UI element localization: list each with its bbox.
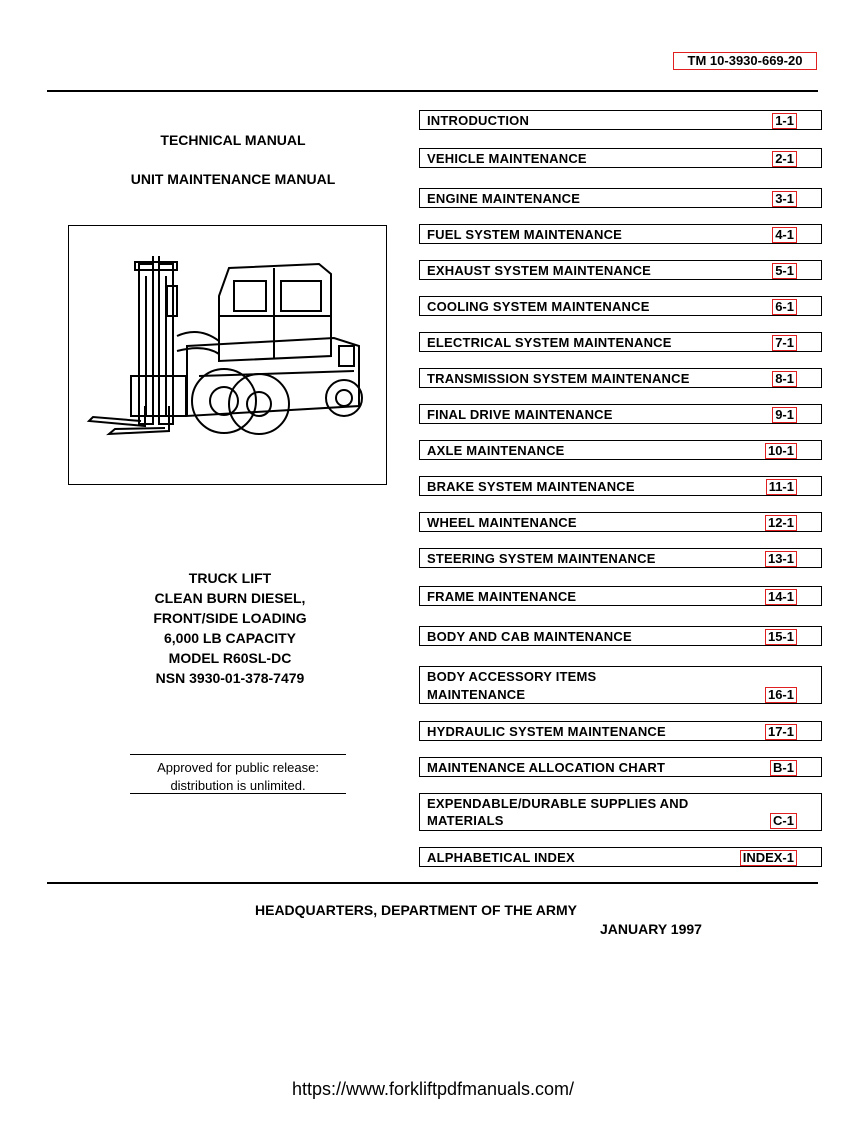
toc-page-link[interactable]: 5-1 — [772, 263, 797, 279]
technical-manual-heading: TECHNICAL MANUAL — [160, 132, 306, 148]
toc-item-label: VEHICLE MAINTENANCE — [427, 151, 587, 166]
toc-page-link[interactable]: 17-1 — [765, 724, 797, 740]
toc-item-label: FRAME MAINTENANCE — [427, 589, 577, 604]
toc-page-link[interactable]: 4-1 — [772, 227, 797, 243]
source-url[interactable]: https://www.forkliftpdfmanuals.com/ — [291, 1079, 575, 1099]
toc-item-introduction[interactable] — [419, 110, 822, 130]
toc-item-label: WHEEL MAINTENANCE — [427, 515, 577, 530]
publication-date: JANUARY 1997 — [600, 921, 702, 937]
toc-item-label: MATERIALS — [427, 813, 504, 828]
toc-item-frame[interactable] — [419, 586, 822, 606]
toc-item-alphabetical-index[interactable] — [419, 847, 822, 867]
toc-item-label: HYDRAULIC SYSTEM MAINTENANCE — [427, 724, 666, 739]
toc-item-label: BODY ACCESSORY ITEMS — [427, 669, 597, 684]
top-rule — [47, 90, 818, 92]
toc-item-label: STEERING SYSTEM MAINTENANCE — [427, 551, 656, 566]
toc-item-vehicle[interactable] — [419, 148, 822, 168]
toc-item-engine[interactable] — [419, 188, 822, 208]
toc-item-label: ALPHABETICAL INDEX — [427, 850, 575, 865]
toc-item-axle[interactable] — [419, 440, 822, 460]
toc-item-label: EXPENDABLE/DURABLE SUPPLIES AND — [427, 796, 689, 811]
toc-item-fuel[interactable] — [419, 224, 822, 244]
toc-page-link[interactable]: 12-1 — [765, 515, 797, 531]
headquarters-line: HEADQUARTERS, DEPARTMENT OF THE ARMY — [255, 902, 577, 918]
toc-page-link[interactable]: 15-1 — [765, 629, 797, 645]
approval-notice — [130, 754, 346, 794]
toc-item-label: AXLE MAINTENANCE — [427, 443, 565, 458]
truck-line: 6,000 LB CAPACITY — [164, 630, 296, 646]
toc-page-link[interactable]: 1-1 — [772, 113, 797, 129]
toc-page-link[interactable]: INDEX-1 — [740, 850, 797, 866]
approval-line: distribution is unlimited. — [170, 778, 306, 793]
toc-page-link[interactable]: 9-1 — [772, 407, 797, 423]
unit-maintenance-heading: UNIT MAINTENANCE MANUAL — [130, 171, 336, 187]
truck-line: TRUCK LIFT — [188, 570, 272, 586]
toc-item-final-drive[interactable] — [419, 404, 822, 424]
toc-item-label: FINAL DRIVE MAINTENANCE — [427, 407, 613, 422]
toc-item-brake[interactable] — [419, 476, 822, 496]
toc-page-link[interactable]: B-1 — [770, 760, 797, 776]
truck-line: NSN 3930-01-378-7479 — [155, 670, 305, 686]
toc-item-body-cab[interactable] — [419, 626, 822, 646]
toc-page-link[interactable]: 14-1 — [765, 589, 797, 605]
toc-page-link[interactable]: 2-1 — [772, 151, 797, 167]
toc-item-electrical[interactable] — [419, 332, 822, 352]
toc-page-link[interactable]: 13-1 — [765, 551, 797, 567]
truck-line: CLEAN BURN DIESEL, — [154, 590, 306, 606]
toc-item-label: MAINTENANCE ALLOCATION CHART — [427, 760, 666, 775]
tm-number[interactable]: TM 10-3930-669-20 — [673, 52, 817, 70]
toc-item-hydraulic[interactable] — [419, 721, 822, 741]
toc-item-cooling[interactable] — [419, 296, 822, 316]
toc-item-label: ELECTRICAL SYSTEM MAINTENANCE — [427, 335, 672, 350]
toc-item-label: FUEL SYSTEM MAINTENANCE — [427, 227, 623, 242]
forklift-illustration — [68, 225, 387, 485]
toc-item-wheel[interactable] — [419, 512, 822, 532]
toc-page-link[interactable]: 16-1 — [765, 687, 797, 703]
truck-line: FRONT/SIDE LOADING — [153, 610, 307, 626]
toc-item-body-accessory[interactable] — [419, 666, 822, 704]
toc-page-link[interactable]: C-1 — [770, 813, 797, 829]
toc-page-link[interactable]: 8-1 — [772, 371, 797, 387]
approval-line: Approved for public release: — [157, 760, 319, 775]
toc-item-steering[interactable] — [419, 548, 822, 568]
truck-description — [105, 568, 355, 688]
toc-item-label: MAINTENANCE — [427, 687, 526, 702]
toc-page-link[interactable]: 11-1 — [766, 479, 797, 495]
toc-page-link[interactable]: 6-1 — [772, 299, 797, 315]
toc-item-expendable-supplies[interactable] — [419, 793, 822, 831]
toc-item-label: EXHAUST SYSTEM MAINTENANCE — [427, 263, 652, 278]
toc-item-label: BRAKE SYSTEM MAINTENANCE — [427, 479, 635, 494]
toc-item-label: ENGINE MAINTENANCE — [427, 191, 581, 206]
truck-line: MODEL R60SL-DC — [168, 650, 292, 666]
forklift-drawing — [69, 226, 386, 484]
toc-page-link[interactable]: 7-1 — [772, 335, 797, 351]
toc-item-label: INTRODUCTION — [427, 113, 530, 128]
toc-page-link[interactable]: 10-1 — [765, 443, 797, 459]
toc-item-exhaust[interactable] — [419, 260, 822, 280]
toc-page-link[interactable]: 3-1 — [772, 191, 797, 207]
toc-item-maintenance-allocation[interactable] — [419, 757, 822, 777]
toc-item-label: TRANSMISSION SYSTEM MAINTENANCE — [427, 371, 690, 386]
toc-item-label: COOLING SYSTEM MAINTENANCE — [427, 299, 650, 314]
toc-item-transmission[interactable] — [419, 368, 822, 388]
toc-item-label: BODY AND CAB MAINTENANCE — [427, 629, 632, 644]
bottom-rule — [47, 882, 818, 884]
